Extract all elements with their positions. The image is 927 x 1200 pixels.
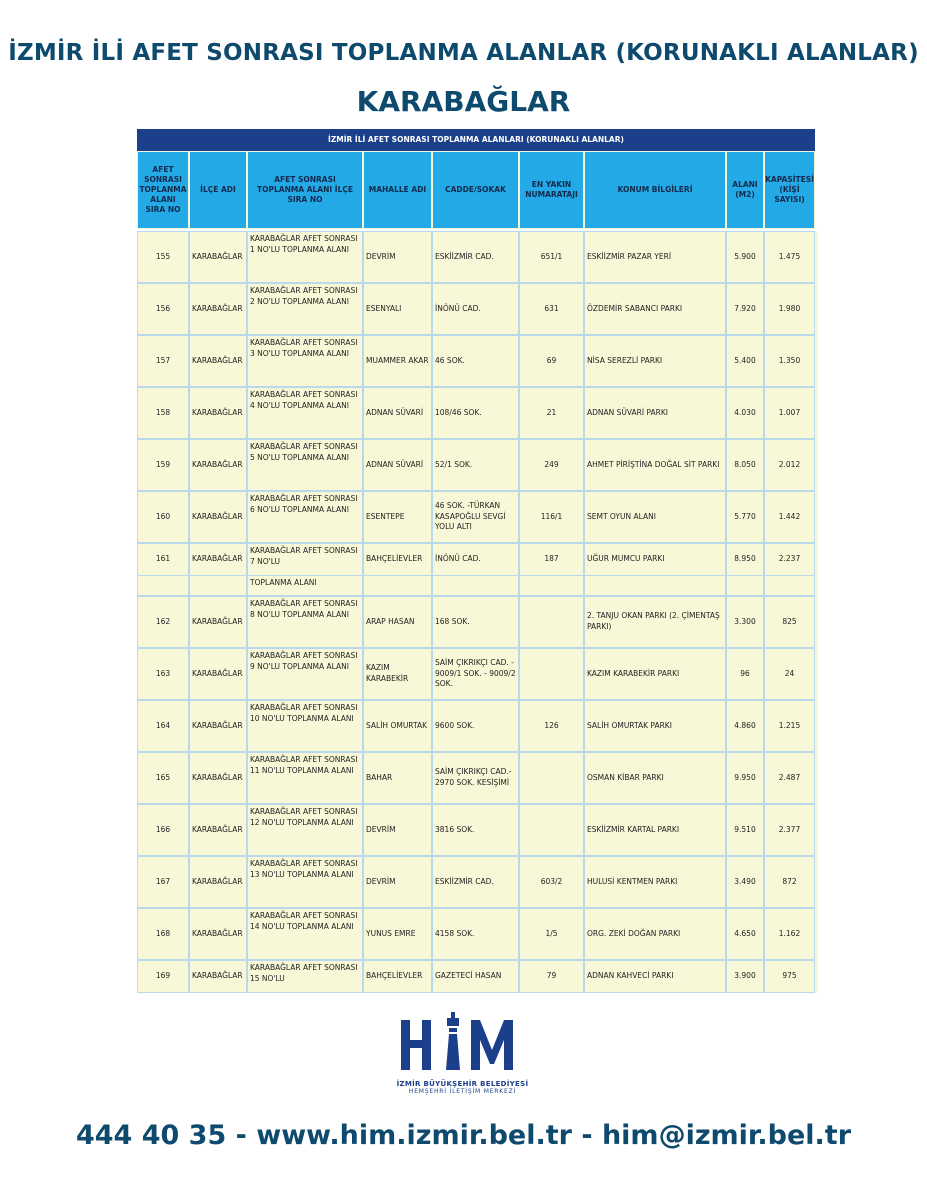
- area-name-cell: KARABAĞLAR AFET SONRASI 14 NO'LU TOPLANMA ALANI: [247, 908, 363, 960]
- area-m2-cell: 8.950: [726, 543, 764, 576]
- location-cell: UĞUR MUMCU PARKI: [584, 543, 726, 576]
- area-name-cell: KARABAĞLAR AFET SONRASI 7 NO'LU: [247, 543, 363, 576]
- column-header: İLÇE ADI: [189, 151, 247, 229]
- table-row: [137, 700, 818, 752]
- area-name-cell: KARABAĞLAR AFET SONRASI 5 NO'LU TOPLANMA ALANI: [247, 439, 363, 491]
- row-no-cell: 157: [137, 335, 189, 387]
- area-m2-cell: 3.900: [726, 960, 764, 993]
- nearest-number-cell: 1/5: [519, 908, 584, 960]
- capacity-cell: 2.012: [764, 439, 815, 491]
- capacity-cell: 825: [764, 596, 815, 648]
- column-header: KONUM BİLGİLERİ: [584, 151, 726, 229]
- capacity-cell: 975: [764, 960, 815, 993]
- location-cell: ORG. ZEKİ DOĞAN PARKI: [584, 908, 726, 960]
- row-no-cell: 161: [137, 543, 189, 576]
- neighborhood-cell: MUAMMER AKAR: [363, 335, 432, 387]
- nearest-number-cell: 116/1: [519, 491, 584, 543]
- district-name-cell: KARABAĞLAR: [189, 439, 247, 491]
- column-header: AFET SONRASI TOPLANMA ALANI İLÇE SIRA NO: [247, 151, 363, 229]
- area-name-cell: TOPLANMA ALANI: [247, 575, 363, 596]
- table-banner: İZMİR İLİ AFET SONRASI TOPLANMA ALANLARI (KORUNAKLI ALANLAR): [137, 129, 815, 151]
- area-name-cell: KARABAĞLAR AFET SONRASI 2 NO'LU TOPLANMA ALANI: [247, 283, 363, 335]
- street-cell: SAİM ÇIKRIKÇI CAD.- 2970 SOK. KESİŞİMİ: [432, 752, 519, 804]
- row-no-cell: 160: [137, 491, 189, 543]
- neighborhood-cell: KAZIM KARABEKİR: [363, 648, 432, 700]
- table-row: [137, 491, 818, 543]
- street-cell: İNÖNÜ CAD.: [432, 543, 519, 576]
- table-row: [137, 231, 818, 283]
- capacity-cell: 1.442: [764, 491, 815, 543]
- area-m2-cell: 9.950: [726, 752, 764, 804]
- area-m2-cell: 3.490: [726, 856, 764, 908]
- area-m2-cell: 7.920: [726, 283, 764, 335]
- capacity-cell: 24: [764, 648, 815, 700]
- neighborhood-cell: ESENTEPE: [363, 491, 432, 543]
- street-cell: ESKİİZMİR CAD.: [432, 856, 519, 908]
- area-name-cell: KARABAĞLAR AFET SONRASI 9 NO'LU TOPLANMA ALANI: [247, 648, 363, 700]
- table-row: [137, 908, 818, 960]
- neighborhood-cell: YUNUS EMRE: [363, 908, 432, 960]
- area-m2-cell: 8.050: [726, 439, 764, 491]
- district-name-cell: KARABAĞLAR: [189, 752, 247, 804]
- row-no-cell: 166: [137, 804, 189, 856]
- location-cell: SALİH OMURTAK PARKI: [584, 700, 726, 752]
- row-no-cell: 155: [137, 231, 189, 283]
- neighborhood-cell: BAHAR: [363, 752, 432, 804]
- neighborhood-cell: ADNAN SÜVARİ: [363, 387, 432, 439]
- capacity-cell: 1.215: [764, 700, 815, 752]
- table-row: [137, 960, 818, 993]
- table-row: [137, 543, 818, 576]
- area-m2-cell: [726, 575, 764, 596]
- district-title: KARABAĞLAR: [356, 85, 571, 118]
- table-row: [137, 335, 818, 387]
- table-row: [137, 752, 818, 804]
- nearest-number-cell: 631: [519, 283, 584, 335]
- area-m2-cell: 96: [726, 648, 764, 700]
- area-m2-cell: 4.030: [726, 387, 764, 439]
- area-name-cell: KARABAĞLAR AFET SONRASI 3 NO'LU TOPLANMA ALANI: [247, 335, 363, 387]
- street-cell: ESKİİZMİR CAD.: [432, 231, 519, 283]
- row-no-cell: 162: [137, 596, 189, 648]
- district-name-cell: KARABAĞLAR: [189, 856, 247, 908]
- column-headers: [137, 151, 815, 229]
- district-name-cell: KARABAĞLAR: [189, 543, 247, 576]
- row-no-cell: 159: [137, 439, 189, 491]
- district-name-cell: KARABAĞLAR: [189, 231, 247, 283]
- district-name-cell: KARABAĞLAR: [189, 700, 247, 752]
- nearest-number-cell: [519, 804, 584, 856]
- capacity-cell: 2.237: [764, 543, 815, 576]
- row-no-cell: 164: [137, 700, 189, 752]
- table-row: [137, 596, 818, 648]
- district-name-cell: KARABAĞLAR: [189, 596, 247, 648]
- capacity-cell: 2.377: [764, 804, 815, 856]
- capacity-cell: 2.487: [764, 752, 815, 804]
- location-cell: OSMAN KİBAR PARKI: [584, 752, 726, 804]
- street-cell: 46 SOK.: [432, 335, 519, 387]
- column-header: EN YAKIN NUMARATAJI: [519, 151, 584, 229]
- page-title: İZMİR İLİ AFET SONRASI TOPLANMA ALANLAR (KORUNAKLI ALANLAR): [8, 40, 919, 66]
- street-cell: 4158 SOK.: [432, 908, 519, 960]
- district-name-cell: [189, 575, 247, 596]
- capacity-cell: [764, 575, 815, 596]
- capacity-cell: 1.350: [764, 335, 815, 387]
- table-body-part-1: [137, 231, 818, 576]
- row-no-cell: 165: [137, 752, 189, 804]
- capacity-cell: 872: [764, 856, 815, 908]
- area-m2-cell: 3.300: [726, 596, 764, 648]
- area-name-cell: KARABAĞLAR AFET SONRASI 4 NO'LU TOPLANMA ALANI: [247, 387, 363, 439]
- area-name-cell: KARABAĞLAR AFET SONRASI 11 NO'LU TOPLANMA ALANI: [247, 752, 363, 804]
- neighborhood-cell: DEVRİM: [363, 856, 432, 908]
- location-cell: ADNAN SÜVARİ PARKI: [584, 387, 726, 439]
- location-cell: NİSA SEREZLİ PARKI: [584, 335, 726, 387]
- location-cell: ADNAN KAHVECİ PARKI: [584, 960, 726, 993]
- nearest-number-cell: 651/1: [519, 231, 584, 283]
- street-cell: İNÖNÜ CAD.: [432, 283, 519, 335]
- column-header: CADDE/SOKAK: [432, 151, 519, 229]
- nearest-number-cell: 79: [519, 960, 584, 993]
- location-cell: ÖZDEMİR SABANCI PARKI: [584, 283, 726, 335]
- neighborhood-cell: DEVRİM: [363, 804, 432, 856]
- logo-tagline: HEMŞEHRİ İLETİŞİM MERKEZİ: [408, 1088, 517, 1095]
- neighborhood-cell: ARAP HASAN: [363, 596, 432, 648]
- neighborhood-cell: SALİH OMURTAK: [363, 700, 432, 752]
- neighborhood-cell: [363, 575, 432, 596]
- street-cell: SAİM ÇIKRIKÇI CAD. - 9009/1 SOK. - 9009/2 SOK.: [432, 648, 519, 700]
- neighborhood-cell: BAHÇELİEVLER: [363, 543, 432, 576]
- district-name-cell: KARABAĞLAR: [189, 387, 247, 439]
- capacity-cell: 1.980: [764, 283, 815, 335]
- column-header: AFET SONRASI TOPLANMA ALANI SIRA NO: [137, 151, 189, 229]
- him-logo: [395, 1012, 530, 1095]
- table-row: [137, 439, 818, 491]
- row-no-cell: 158: [137, 387, 189, 439]
- area-m2-cell: 9.510: [726, 804, 764, 856]
- nearest-number-cell: [519, 752, 584, 804]
- nearest-number-cell: 187: [519, 543, 584, 576]
- district-name-cell: KARABAĞLAR: [189, 491, 247, 543]
- table-row: [137, 856, 818, 908]
- nearest-number-cell: 126: [519, 700, 584, 752]
- capacity-cell: 1.475: [764, 231, 815, 283]
- area-name-cell: KARABAĞLAR AFET SONRASI 1 NO'LU TOPLANMA ALANI: [247, 231, 363, 283]
- column-header: ALANI (M2): [726, 151, 764, 229]
- column-header: KAPASİTESİ (KİŞİ SAYISI): [764, 151, 815, 229]
- location-cell: ESKİİZMİR PAZAR YERİ: [584, 231, 726, 283]
- street-cell: 9600 SOK.: [432, 700, 519, 752]
- street-cell: 52/1 SOK.: [432, 439, 519, 491]
- neighborhood-cell: BAHÇELİEVLER: [363, 960, 432, 993]
- area-name-cell: KARABAĞLAR AFET SONRASI 13 NO'LU TOPLANMA ALANI: [247, 856, 363, 908]
- table-header: [137, 129, 815, 229]
- location-cell: SEMT OYUN ALANI: [584, 491, 726, 543]
- area-name-cell: KARABAĞLAR AFET SONRASI 8 NO'LU TOPLANMA ALANI: [247, 596, 363, 648]
- nearest-number-cell: 21: [519, 387, 584, 439]
- row-no-cell: 167: [137, 856, 189, 908]
- location-cell: HULUSİ KENTMEN PARKI: [584, 856, 726, 908]
- neighborhood-cell: ADNAN SÜVARİ: [363, 439, 432, 491]
- nearest-number-cell: 249: [519, 439, 584, 491]
- district-name-cell: KARABAĞLAR: [189, 335, 247, 387]
- contact-footer: 444 40 35 - www.him.izmir.bel.tr - him@izmir.bel.tr: [75, 1120, 852, 1151]
- location-cell: 2. TANJU OKAN PARKI (2. ÇİMENTAŞ PARKI): [584, 596, 726, 648]
- area-name-cell: KARABAĞLAR AFET SONRASI 12 NO'LU TOPLANMA ALANI: [247, 804, 363, 856]
- him-logo-mark: [395, 1012, 530, 1074]
- area-name-cell: KARABAĞLAR AFET SONRASI 15 NO'LU: [247, 960, 363, 993]
- street-cell: 3816 SOK.: [432, 804, 519, 856]
- street-cell: 168 SOK.: [432, 596, 519, 648]
- row-no-cell: 169: [137, 960, 189, 993]
- nearest-number-cell: [519, 575, 584, 596]
- district-name-cell: KARABAĞLAR: [189, 804, 247, 856]
- row-no-cell: 156: [137, 283, 189, 335]
- table-row: [137, 575, 818, 596]
- nearest-number-cell: [519, 648, 584, 700]
- column-header: MAHALLE ADI: [363, 151, 432, 229]
- district-name-cell: KARABAĞLAR: [189, 960, 247, 993]
- area-m2-cell: 5.400: [726, 335, 764, 387]
- neighborhood-cell: ESENYALI: [363, 283, 432, 335]
- district-name-cell: KARABAĞLAR: [189, 908, 247, 960]
- row-no-cell: [137, 575, 189, 596]
- capacity-cell: 1.162: [764, 908, 815, 960]
- area-m2-cell: 4.650: [726, 908, 764, 960]
- street-cell: GAZETECİ HASAN: [432, 960, 519, 993]
- nearest-number-cell: 69: [519, 335, 584, 387]
- area-m2-cell: 4.860: [726, 700, 764, 752]
- district-name-cell: KARABAĞLAR: [189, 648, 247, 700]
- logo-subtitle: İZMİR BÜYÜKŞEHİR BELEDİYESİ: [396, 1080, 529, 1088]
- street-cell: 46 SOK. -TÜRKAN KASAPOĞLU SEVGİ YOLU ALTI: [432, 491, 519, 543]
- district-name-cell: KARABAĞLAR: [189, 283, 247, 335]
- nearest-number-cell: 603/2: [519, 856, 584, 908]
- area-m2-cell: 5.900: [726, 231, 764, 283]
- table-body-part-2: [137, 575, 818, 993]
- location-cell: ESKİİZMİR KARTAL PARKI: [584, 804, 726, 856]
- area-name-cell: KARABAĞLAR AFET SONRASI 6 NO'LU TOPLANMA ALANI: [247, 491, 363, 543]
- location-cell: AHMET PİRİŞTİNA DOĞAL SİT PARKI: [584, 439, 726, 491]
- table-row: [137, 387, 818, 439]
- table-row: [137, 648, 818, 700]
- location-cell: KAZIM KARABEKİR PARKI: [584, 648, 726, 700]
- area-name-cell: KARABAĞLAR AFET SONRASI 10 NO'LU TOPLANMA ALANI: [247, 700, 363, 752]
- street-cell: 108/46 SOK.: [432, 387, 519, 439]
- neighborhood-cell: DEVRİM: [363, 231, 432, 283]
- table-row: [137, 804, 818, 856]
- location-cell: [584, 575, 726, 596]
- table-row: [137, 283, 818, 335]
- capacity-cell: 1.007: [764, 387, 815, 439]
- street-cell: [432, 575, 519, 596]
- row-no-cell: 163: [137, 648, 189, 700]
- nearest-number-cell: [519, 596, 584, 648]
- area-m2-cell: 5.770: [726, 491, 764, 543]
- row-no-cell: 168: [137, 908, 189, 960]
